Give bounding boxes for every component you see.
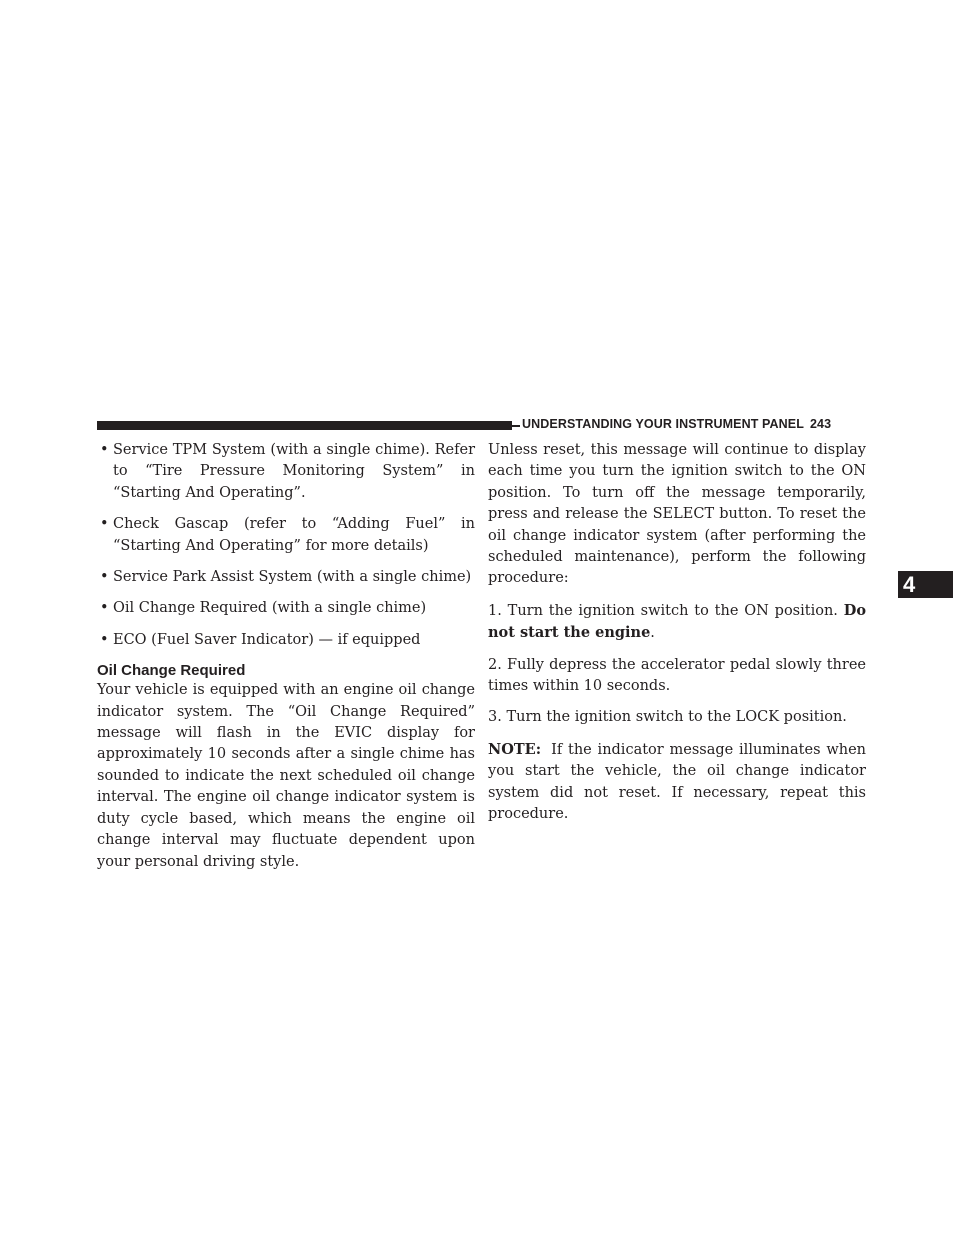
list-item — [97, 567, 475, 588]
note-label: NOTE: — [488, 740, 542, 758]
step-1-text: 1. Turn the ignition switch to the ON position. — [488, 602, 838, 619]
bullet-icon: • — [100, 569, 109, 586]
step-1-warning: Do not start the engine — [488, 601, 866, 642]
note-text: If the indicator message illuminates when you start the vehicle, the oil change indicator system did not reset. If necessary, repeat this procedure. — [488, 741, 866, 823]
header-rule — [97, 421, 512, 430]
step-3: 3. Turn the ignition switch to the LOCK position. — [488, 709, 847, 726]
list-item — [97, 440, 475, 504]
list-item — [97, 598, 475, 619]
intro-paragraph: Unless reset, this message will continue to display each time you turn the ignition switch to the ON position. To turn off the message temporarily, press and release the SELECT button. To reset the oil change indicator system (after performing the scheduled maintenance), perform the following procedure: — [488, 442, 866, 587]
step-2: 2. Fully depress the accelerator pedal slowly three times within 10 seconds. — [488, 656, 866, 695]
list-item — [97, 514, 475, 557]
step-1-end: . — [650, 625, 655, 642]
list-item — [97, 630, 475, 651]
step-1 — [488, 600, 866, 645]
section-heading: Oil Change Required — [97, 662, 246, 680]
running-header — [522, 417, 865, 431]
section-title: UNDERSTANDING YOUR INSTRUMENT PANEL — [522, 417, 804, 431]
header-rule-thin — [512, 425, 520, 427]
bullet-icon: • — [100, 442, 109, 458]
list-item-text: ECO (Fuel Saver Indicator) — if equipped — [113, 631, 421, 648]
list-item-text: Oil Change Required (with a single chime) — [113, 600, 427, 617]
right-column — [488, 440, 866, 836]
left-column — [97, 440, 475, 883]
bullet-icon: • — [100, 600, 109, 617]
page-number: 243 — [809, 417, 832, 431]
bullet-icon: • — [100, 631, 109, 648]
chapter-tab: 4 — [898, 571, 953, 598]
body-paragraph: Your vehicle is equipped with an engine oil change indicator system. The “Oil Change Required” message will flash in the EVIC display for approximately 10 seconds after a single chime has sounded to indicate the next scheduled oil change interval. The engine oil change indicator system is duty cycle based, which means the engine oil change interval may fluctuate dependent upon your personal driving style. — [97, 682, 475, 870]
bullet-icon: • — [100, 516, 109, 533]
note-paragraph — [488, 739, 866, 826]
list-item-text: Service TPM System (with a single chime). Refer to “Tire Pressure Monitoring System” in “Starting And Operating”. — [113, 442, 475, 501]
list-item-text: Check Gascap (refer to “Adding Fuel” in “Starting And Operating” for more details) — [113, 516, 475, 554]
list-item-text: Service Park Assist System (with a single chime) — [113, 569, 472, 586]
